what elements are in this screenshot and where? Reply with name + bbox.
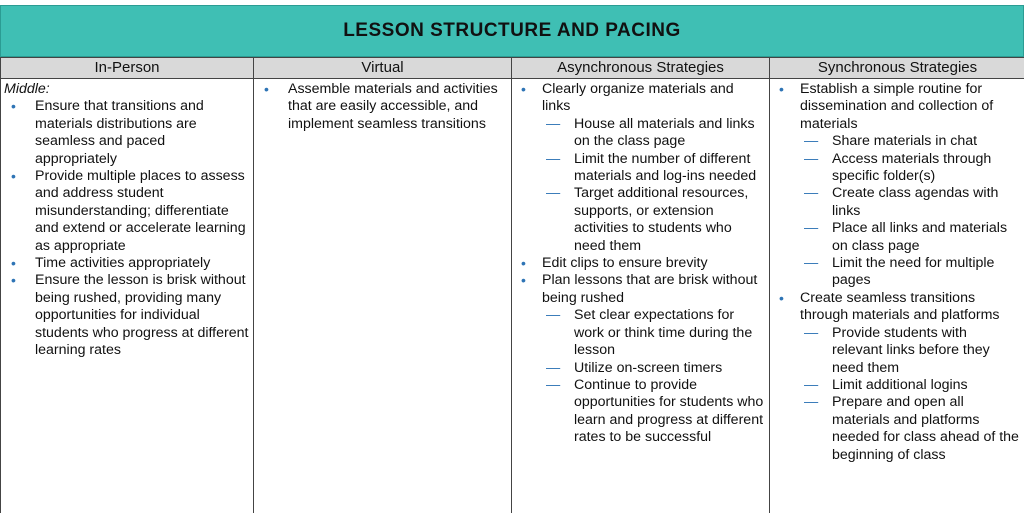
list-item-text: Create seamless transitions through materials and platforms — [800, 289, 1000, 324]
sub-list-item: — Set clear expectations for work or think time during the lesson — [546, 307, 765, 359]
sub-list-item: — House all materials and links on the class page — [546, 116, 765, 151]
asynchronous-column — [511, 58, 769, 513]
column-header-virtual: Virtual — [254, 58, 511, 79]
bullet-list — [516, 81, 765, 447]
sub-list — [546, 116, 765, 255]
synchronous-cell — [770, 79, 1024, 464]
virtual-column — [253, 58, 511, 513]
sub-list-item: — Create class agendas with links — [804, 185, 1021, 220]
list-item-text: Edit clips to ensure brevity — [542, 255, 708, 272]
sub-list — [804, 133, 1021, 290]
list-item — [516, 272, 765, 446]
bullet-list — [774, 81, 1021, 464]
list-item — [516, 81, 765, 255]
sub-list — [546, 307, 765, 446]
list-item — [774, 81, 1021, 290]
sub-list-item: — Limit the number of different materials and log-ins needed — [546, 151, 765, 186]
list-item — [516, 255, 765, 272]
synchronous-column — [769, 58, 1024, 513]
page-title: LESSON STRUCTURE AND PACING — [0, 5, 1024, 57]
list-item-text: Establish a simple routine for dissemination and collection of materials — [800, 81, 994, 132]
virtual-cell — [254, 79, 511, 133]
in-person-column — [0, 58, 253, 513]
sub-list-item: — Provide students with relevant links before they need them — [804, 325, 1021, 377]
bullet-list — [5, 98, 249, 359]
list-item-text: Clearly organize materials and links — [542, 81, 734, 115]
list-item — [774, 290, 1021, 464]
sub-list — [804, 325, 1021, 464]
list-item-text: Plan lessons that are brisk without being rushed — [542, 272, 758, 306]
sub-list-item: — Continue to provide opportunities for students who learn and progress at different rates to be successful — [546, 377, 765, 447]
asynchronous-cell — [512, 79, 769, 447]
sub-list-item: — Target additional resources, supports, or extension activities to students who need them — [546, 185, 765, 255]
sub-list-item: — Prepare and open all materials and platforms needed for class ahead of the beginning of class — [804, 394, 1021, 464]
sub-list-item: — Place all links and materials on class page — [804, 220, 1021, 255]
list-item: • Assemble materials and activities that are easily accessible, and implement seamless transitions — [258, 81, 507, 133]
sub-list-item: — Access materials through specific folder(s) — [804, 151, 1021, 186]
list-item: • Provide multiple places to assess and address student misunderstanding; differentiate and extend or accelerate learning as appropriate — [5, 168, 249, 255]
section-label: Middle: — [4, 81, 50, 97]
bullet-list — [258, 81, 507, 133]
strategy-table — [0, 57, 1024, 513]
column-header-in-person: In-Person — [1, 58, 253, 79]
list-item: • Time activities appropriately — [5, 255, 249, 272]
column-header-asynchronous: Asynchronous Strategies — [512, 58, 769, 79]
list-item: • Ensure that transitions and materials distributions are seamless and paced appropriately — [5, 98, 249, 168]
column-header-synchronous: Synchronous Strategies — [770, 58, 1024, 79]
sub-list-item: — Limit additional logins — [804, 377, 1021, 394]
list-item: • Ensure the lesson is brisk without being rushed, providing many opportunities for individual students who progress at different learning rates — [5, 272, 249, 359]
sub-list-item: — Share materials in chat — [804, 133, 1021, 150]
sub-list-item: — Limit the need for multiple pages — [804, 255, 1021, 290]
sub-list-item: — Utilize on-screen timers — [546, 360, 765, 377]
in-person-cell — [1, 79, 253, 360]
